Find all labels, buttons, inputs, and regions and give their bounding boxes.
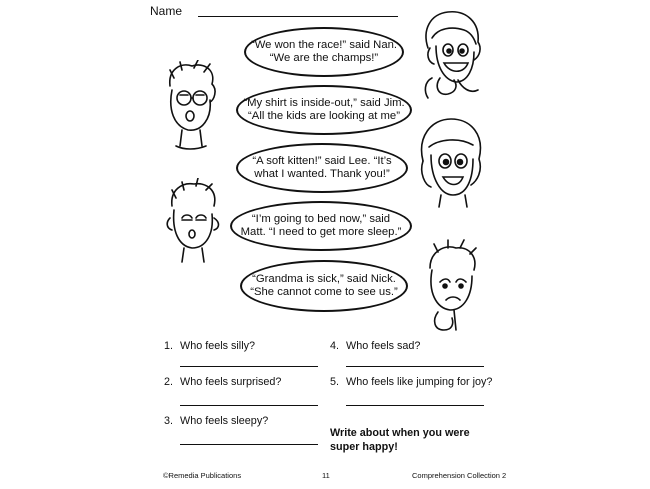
- question-3: [164, 415, 268, 427]
- bubble-line: “I’m going to bed now,” said: [251, 213, 391, 225]
- question-text: Who feels surprised?: [180, 376, 282, 388]
- bubble-line: “She cannot come to see us.”: [250, 286, 398, 298]
- writing-prompt-line: super happy!: [330, 441, 398, 453]
- question-number: 4.: [330, 340, 340, 352]
- question-text: Who feels silly?: [180, 340, 256, 352]
- question-text: Who feels like jumping for joy?: [346, 376, 493, 388]
- question-1: [164, 340, 255, 352]
- speech-bubble-lee: [236, 143, 408, 193]
- footer-publisher: ©Remedia Publications: [163, 471, 242, 480]
- sleepy-boy-face-icon: [164, 178, 222, 266]
- question-5: [330, 376, 492, 388]
- name-label: Name: [150, 4, 183, 18]
- answer-line-5[interactable]: [346, 405, 484, 406]
- question-text: Who feels sad?: [346, 340, 421, 352]
- question-4: [330, 340, 420, 352]
- silly-boy-face-icon: [160, 60, 222, 152]
- writing-prompt-line: Write about when you were: [330, 427, 470, 439]
- bubble-line: “A soft kitten!” said Lee. “It’s: [252, 155, 392, 167]
- speech-bubble-jim: [236, 85, 412, 135]
- bubble-line: what I wanted. Thank you!”: [254, 168, 390, 180]
- speech-bubble-nick: [240, 260, 408, 312]
- answer-line-3[interactable]: [180, 444, 318, 445]
- bubble-line: “My shirt is inside-out,” said Jim.: [243, 97, 405, 109]
- bubble-line: “We won the race!” said Nan.: [250, 39, 398, 51]
- bubble-line: “Grandma is sick,” said Nick.: [252, 273, 396, 285]
- happy-girl-face-icon: [418, 8, 486, 100]
- question-2: [164, 376, 281, 388]
- bubble-line: “We are the champs!”: [269, 52, 379, 64]
- bubble-line: Matt. “I need to get more sleep.”: [240, 226, 402, 238]
- question-number: 3.: [164, 415, 174, 427]
- speech-bubble-matt: [230, 201, 412, 251]
- sad-boy-face-icon: [418, 238, 482, 334]
- name-answer-line[interactable]: [198, 16, 398, 17]
- speech-bubble-nan: [244, 27, 404, 77]
- footer-collection: Comprehension Collection 2: [412, 471, 507, 480]
- question-number: 1.: [164, 340, 174, 352]
- bubble-line: “All the kids are looking at me”: [248, 110, 400, 122]
- answer-line-1[interactable]: [180, 366, 318, 367]
- writing-prompt: [330, 426, 470, 454]
- question-text: Who feels sleepy?: [180, 415, 269, 427]
- question-number: 5.: [330, 376, 340, 388]
- footer-page-number: 11: [322, 471, 330, 480]
- answer-line-4[interactable]: [346, 366, 484, 367]
- question-number: 2.: [164, 376, 174, 388]
- surprised-girl-face-icon: [415, 115, 487, 210]
- answer-line-2[interactable]: [180, 405, 318, 406]
